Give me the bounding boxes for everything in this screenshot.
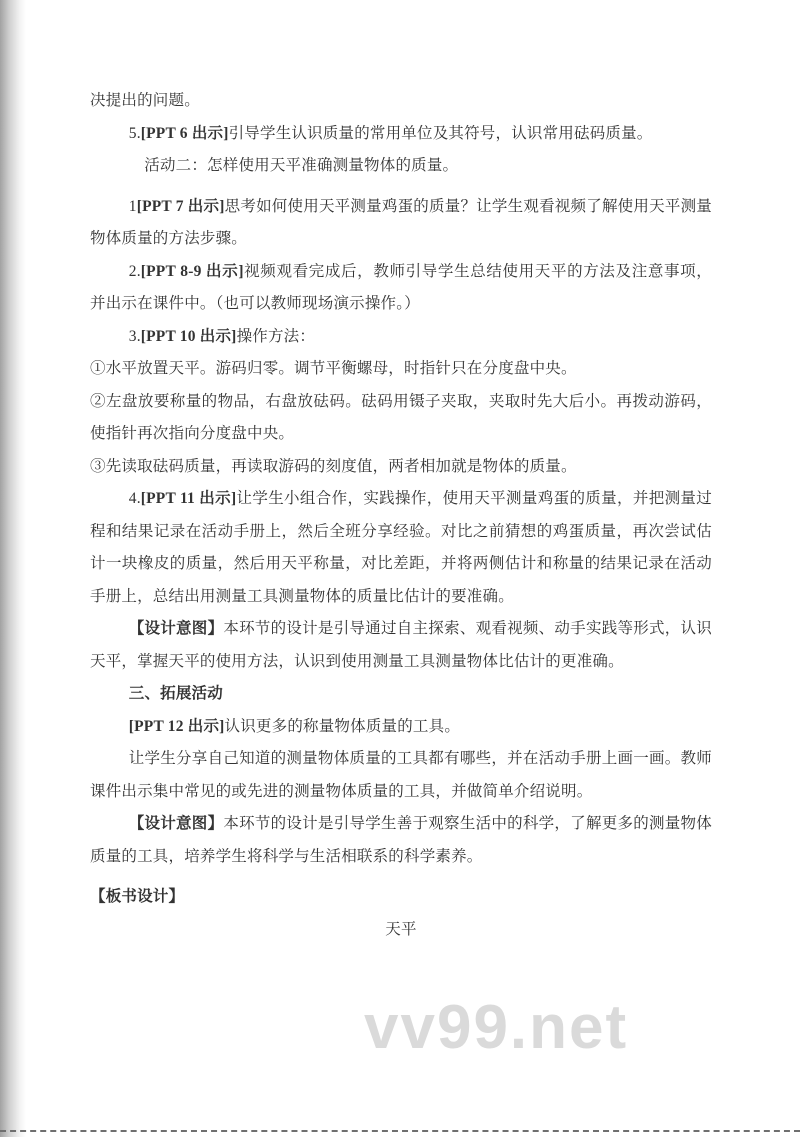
- text-run: 5.: [128, 124, 141, 142]
- paragraph: [90, 85, 712, 118]
- text-run-bold: 【板书设计】: [90, 888, 185, 905]
- text-run: ②左盘放要称量的物品，右盘放砝码。砝码用镊子夹取，夹取时先大后小。再拨动游码，使指针再次指向分度盘中央。: [90, 392, 712, 442]
- text-run-bold: [PPT 7 出示]: [136, 197, 225, 215]
- paragraph: [90, 386, 712, 451]
- paragraph: [90, 483, 712, 613]
- text-run-bold: [PPT 12 出示]: [128, 717, 225, 735]
- text-run: 2.: [128, 262, 141, 280]
- text-run: 让学生小组合作，实践操作，使用天平测量鸡蛋的质量，并把测量过程和结果记录在活动手册上，然后全班分享经验。对比之前猜想的鸡蛋质量，再次尝试估计一块橡皮的质量，然后用天平称量，对比差距，并将两侧估计和称量的结果记录在活动手册上，总结出用测量工具测量物体的质量比估计的要准确。: [90, 490, 712, 605]
- text-run: ①水平放置天平。游码归零。调节平衡螺母，时指针只在分度盘中央。: [90, 360, 577, 377]
- text-run: ③先读取砝码质量，再读取游码的刻度值，两者相加就是物体的质量。: [90, 457, 577, 475]
- paragraph: [90, 711, 712, 744]
- page-edge-shadow: [0, 0, 26, 1137]
- paragraph: [90, 321, 712, 354]
- paragraph: [90, 353, 712, 386]
- text-run: 决提出的问题。: [90, 92, 200, 109]
- paragraph: [90, 118, 712, 151]
- text-run-bold: [PPT 11 出示]: [140, 490, 237, 507]
- text-run: 4.: [128, 490, 141, 507]
- paragraph: [90, 256, 712, 321]
- text-run-bold: 【设计意图】: [128, 620, 224, 637]
- paragraph: [90, 808, 712, 873]
- text-run: 认识更多的称量物体质量的工具。: [224, 717, 461, 735]
- text-run-bold: 三、拓展活动: [128, 685, 223, 702]
- text-run: 思考如何使用天平测量鸡蛋的质量？让学生观看视频了解使用天平测量物体质量的方法步骤。: [90, 197, 712, 247]
- text-run: 1: [128, 197, 137, 215]
- text-run: 视频观看完成后，教师引导学生总结使用天平的方法及注意事项，并出示在课件中。（也可以教师现场演示操作。）: [90, 262, 712, 312]
- text-run-bold: 【设计意图】: [128, 815, 224, 832]
- paragraph: [90, 743, 712, 808]
- paragraph: [90, 613, 712, 678]
- paragraph: [90, 191, 712, 256]
- paragraph: [90, 678, 712, 711]
- paragraph: [90, 914, 712, 947]
- paragraph: [90, 451, 712, 484]
- text-run: 活动二：怎样使用天平准确测量物体的质量。: [144, 157, 459, 174]
- document-body: [90, 85, 712, 946]
- text-run-bold: [PPT 10 出示]: [140, 327, 237, 345]
- text-run: 本环节的设计是引导通过自主探索、观看视频、动手实践等形式，认识天平，掌握天平的使用方法，认识到使用测量工具测量物体比估计的更准确。: [90, 620, 712, 670]
- watermark: vv99.net: [364, 993, 629, 1062]
- text-run: 让学生分享自己知道的测量物体质量的工具都有哪些，并在活动手册上画一画。教师课件出示集中常见的或先进的测量物体质量的工具，并做简单介绍说明。: [90, 750, 712, 800]
- page-break-line: [0, 1130, 800, 1132]
- text-run: 3.: [128, 327, 141, 345]
- paragraph: [90, 150, 712, 183]
- text-run: 天平: [385, 920, 417, 938]
- text-run-bold: [PPT 8-9 出示]: [140, 262, 244, 280]
- text-run: 本环节的设计是引导学生善于观察生活中的科学，了解更多的测量物体质量的工具，培养学生将科学与生活相联系的科学素养。: [90, 815, 712, 865]
- paragraph: [90, 881, 712, 914]
- text-run-bold: [PPT 6 出示]: [140, 124, 229, 142]
- text-run: 引导学生认识质量的常用单位及其符号，认识常用砝码质量。: [228, 124, 653, 142]
- text-run: 操作方法：: [236, 327, 316, 345]
